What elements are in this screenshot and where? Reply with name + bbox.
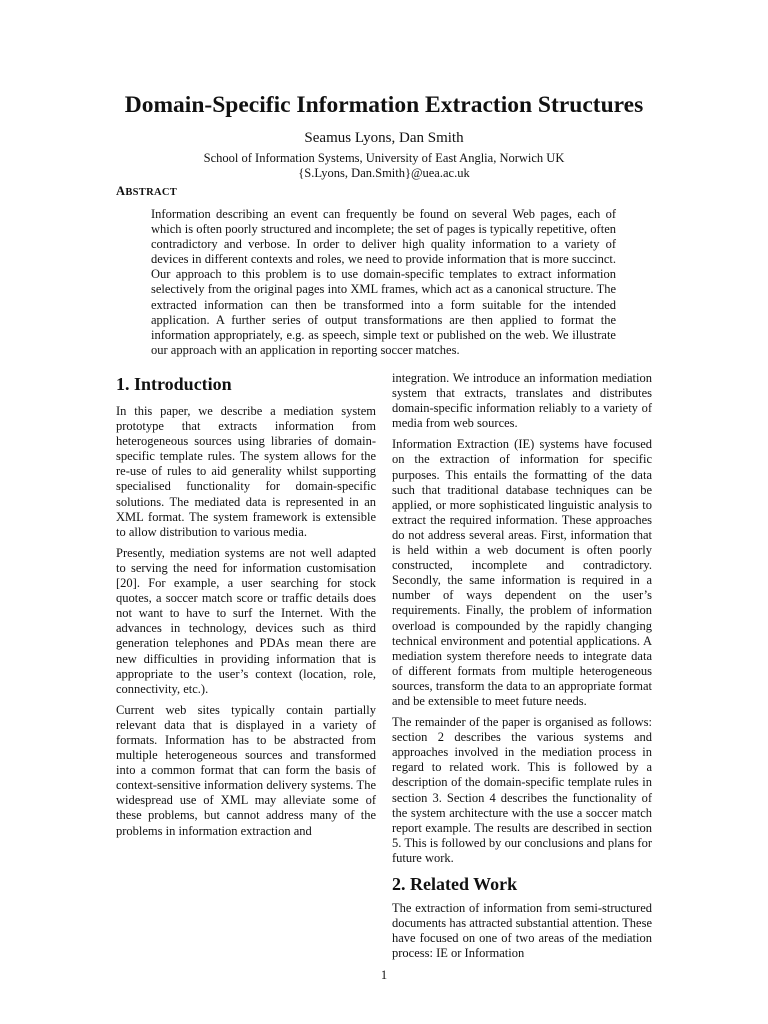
left-column [116, 372, 376, 845]
affiliation-block [0, 151, 768, 181]
abstract-heading [116, 184, 177, 199]
affiliation: School of Information Systems, University of East Anglia, Norwich UK [203, 151, 565, 165]
page-number: 1 [380, 968, 388, 982]
paper-title: Domain-Specific Information Extraction Structures [124, 92, 644, 118]
abstract-heading-rest: BSTRACT [125, 187, 178, 198]
paragraph: The extraction of information from semi-structured documents has attracted substantial attention. These have focused on one of two areas of the mediation process: IE or Information [392, 901, 652, 961]
paragraph: Information Extraction (IE) systems have focused on the extraction of information for specific purposes. This entails the formatting of the data such that traditional database techniques can be applied, or more sophisticated linguistic analysis to extract the required information. These approaches do not address several areas. First, information that is held within a web document is often poorly constructed, incomplete and contradictory. Secondly, the same information is required in a number of ways dependent on the user’s requirements. Finally, the problem of information overload is compounded by the rapidly changing technical environment and potential applications. A mediation system therefore needs to integrate data of different formats from multiple heterogeneous sources, transform the data to an appropriate format and be extensible to meet future needs. [392, 437, 652, 708]
author-email: {S.Lyons, Dan.Smith}@uea.ac.uk [298, 166, 470, 180]
paragraph: The remainder of the paper is organised as follows: section 2 describes the various systems and approaches involved in the mediation process in regard to related work. This is followed by a description of the domain-specific template rules in section 3. Section 4 describes the functionality of the system architecture with the use a soccer match report example. The results are described in section 5. This is followed by our conclusions and plans for future work. [392, 715, 652, 865]
paragraph: In this paper, we describe a mediation system prototype that extracts information from heterogeneous sources using libraries of domain-specific template rules. The system allows for the re-use of rules to aid generality whilst supporting specialised functionality for domain-specific solutions. The mediated data is represented in an XML format. The system framework is extensible to allow distribution to various media. [116, 404, 376, 539]
section-heading-related-work: 2. Related Work [392, 874, 518, 894]
paragraph: integration. We introduce an information mediation system that extracts, translates and distributes domain-specific information reliably to a variety of media from web sources. [392, 371, 652, 431]
paper-authors: Seamus Lyons, Dan Smith [304, 130, 464, 146]
paragraph: Presently, mediation systems are not well adapted to serving the need for information customisation [20]. For example, a user searching for stock quotes, a soccer match score or traffic details does not want to have to surf the Internet. With the advances in technology, devices such as third generation telephones and PDAs mean there are new difficulties in providing information that is appropriate to the user’s context (location, role, connectivity, etc.). [116, 545, 376, 696]
right-column [392, 371, 652, 967]
section-heading-introduction: 1. Introduction [116, 374, 232, 394]
abstract-text: Information describing an event can frequently be found on several Web pages, each of which is often poorly structured and incomplete; the set of pages is typically repetitive, often contradictory and verbose. In order to deliver high quality information to a variety of devices in different contexts and roles, we need to provide information that is more succinct. Our approach to this problem is to use domain-specific templates to extract information selectively from the original pages into XML frames, which act as a canonical structure. The extracted information can then be transformed into a form suitable for the intended application. A further series of output transformations are then applied to format the information appropriately, e.g. as speech, simple text or published on the web. We illustrate our approach with an application in reporting soccer matches. [151, 207, 616, 357]
abstract-heading-initial: A [116, 184, 126, 198]
paragraph: Current web sites typically contain partially relevant data that is displayed in a variety of formats. Information has to be abstracted from multiple heterogeneous sources and transformed into a common format that can form the basis of context-sensitive information delivery systems. The widespread use of XML may alleviate some of these problems, but cannot address many of the problems in information extraction and [116, 702, 376, 838]
